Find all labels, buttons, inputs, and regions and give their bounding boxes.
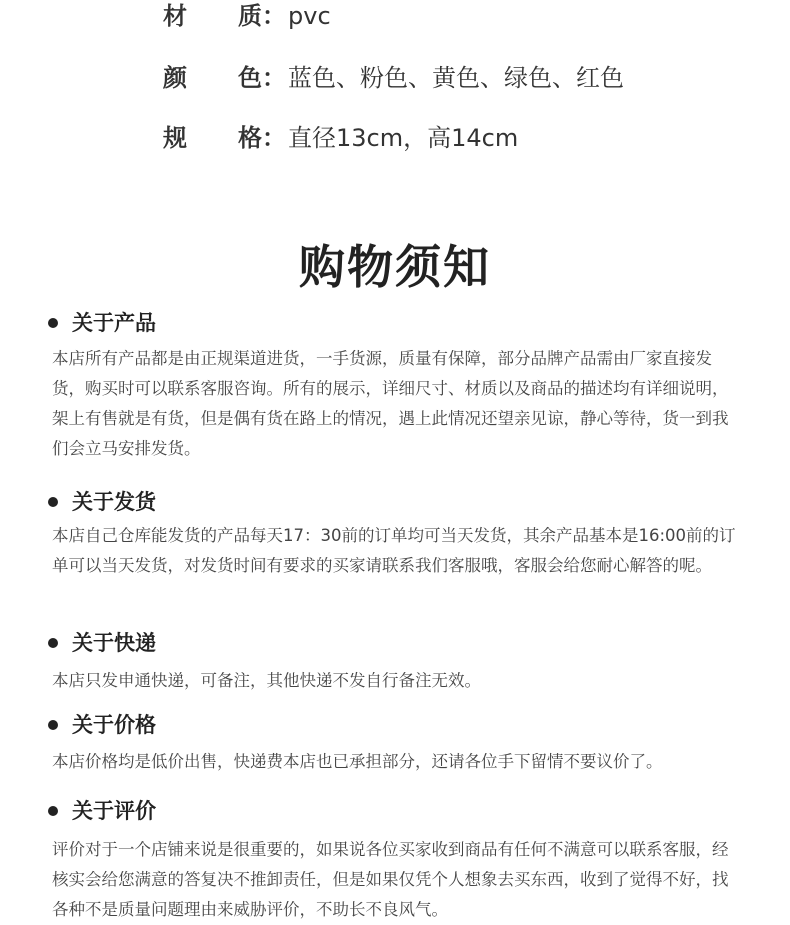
bullet-icon <box>48 638 58 648</box>
spec-label-char2 <box>238 58 286 98</box>
section-body: 本店只发申通快递，可备注，其他快递不发自行备注无效。 <box>52 671 481 690</box>
section-title: 关于价格 <box>72 713 156 737</box>
section-body: 本店所有产品都是由正规渠道进货，一手货源，质量有保障，部分品牌产品需由厂家直接发货，购买时可以联系客服咨询。所有的展示，详细尺寸、材质以及商品的描述均有详细说明，架上有售就是有货，但是偶有货在路上的情况，遇上此情况还望亲见谅，静心等待，货一到我们会立马安排发货。 <box>52 349 729 458</box>
spec-row-material <box>0 0 790 36</box>
spec-label-char1: 规 <box>163 124 187 152</box>
spec-row-size <box>0 118 790 158</box>
spec-label-char1: 颜 <box>163 64 187 92</box>
section-body: 本店价格均是低价出售，快递费本店也已承担部分，还请各位手下留情不要议价了。 <box>52 752 663 771</box>
spec-value: pvc <box>288 2 331 30</box>
spec-row-color <box>0 58 790 98</box>
section-title: 关于快递 <box>72 631 156 655</box>
bullet-icon <box>48 806 58 816</box>
spec-label-char2-text: 质 <box>238 2 262 30</box>
spec-colon: ： <box>262 124 286 152</box>
spec-label-char2-text: 色 <box>238 64 262 92</box>
section-title: 关于发货 <box>72 490 156 514</box>
page-title: 购物须知 <box>299 240 491 294</box>
spec-colon: ： <box>262 2 286 30</box>
spec-label-char2 <box>238 0 286 36</box>
bullet-icon <box>48 720 58 730</box>
bullet-icon <box>48 497 58 507</box>
spec-value: 蓝色、粉色、黄色、绿色、红色 <box>288 64 624 92</box>
spec-colon: ： <box>262 64 286 92</box>
spec-value: 直径13cm，高14cm <box>288 124 519 152</box>
section-body: 评价对于一个店铺来说是很重要的，如果说各位买家收到商品有任何不满意可以联系客服，经核实会给您满意的答复决不推卸责任，但是如果仅凭个人想象去买东西，收到了觉得不好，找各种不是质量问题理由来威胁评价，不助长不良风气。 <box>52 840 729 919</box>
bullet-icon <box>48 318 58 328</box>
section-title: 关于评价 <box>72 799 156 823</box>
spec-label-char2-text: 格 <box>238 124 262 152</box>
section-body: 本店自己仓库能发货的产品每天17：30前的订单均可当天发货，其余产品基本是16:00前的订单可以当天发货，对发货时间有要求的买家请联系我们客服哦，客服会给您耐心解答的呢。 <box>52 526 736 575</box>
section-title: 关于产品 <box>72 311 156 335</box>
spec-label-char2 <box>238 118 286 158</box>
spec-label-char1: 材 <box>163 2 187 30</box>
